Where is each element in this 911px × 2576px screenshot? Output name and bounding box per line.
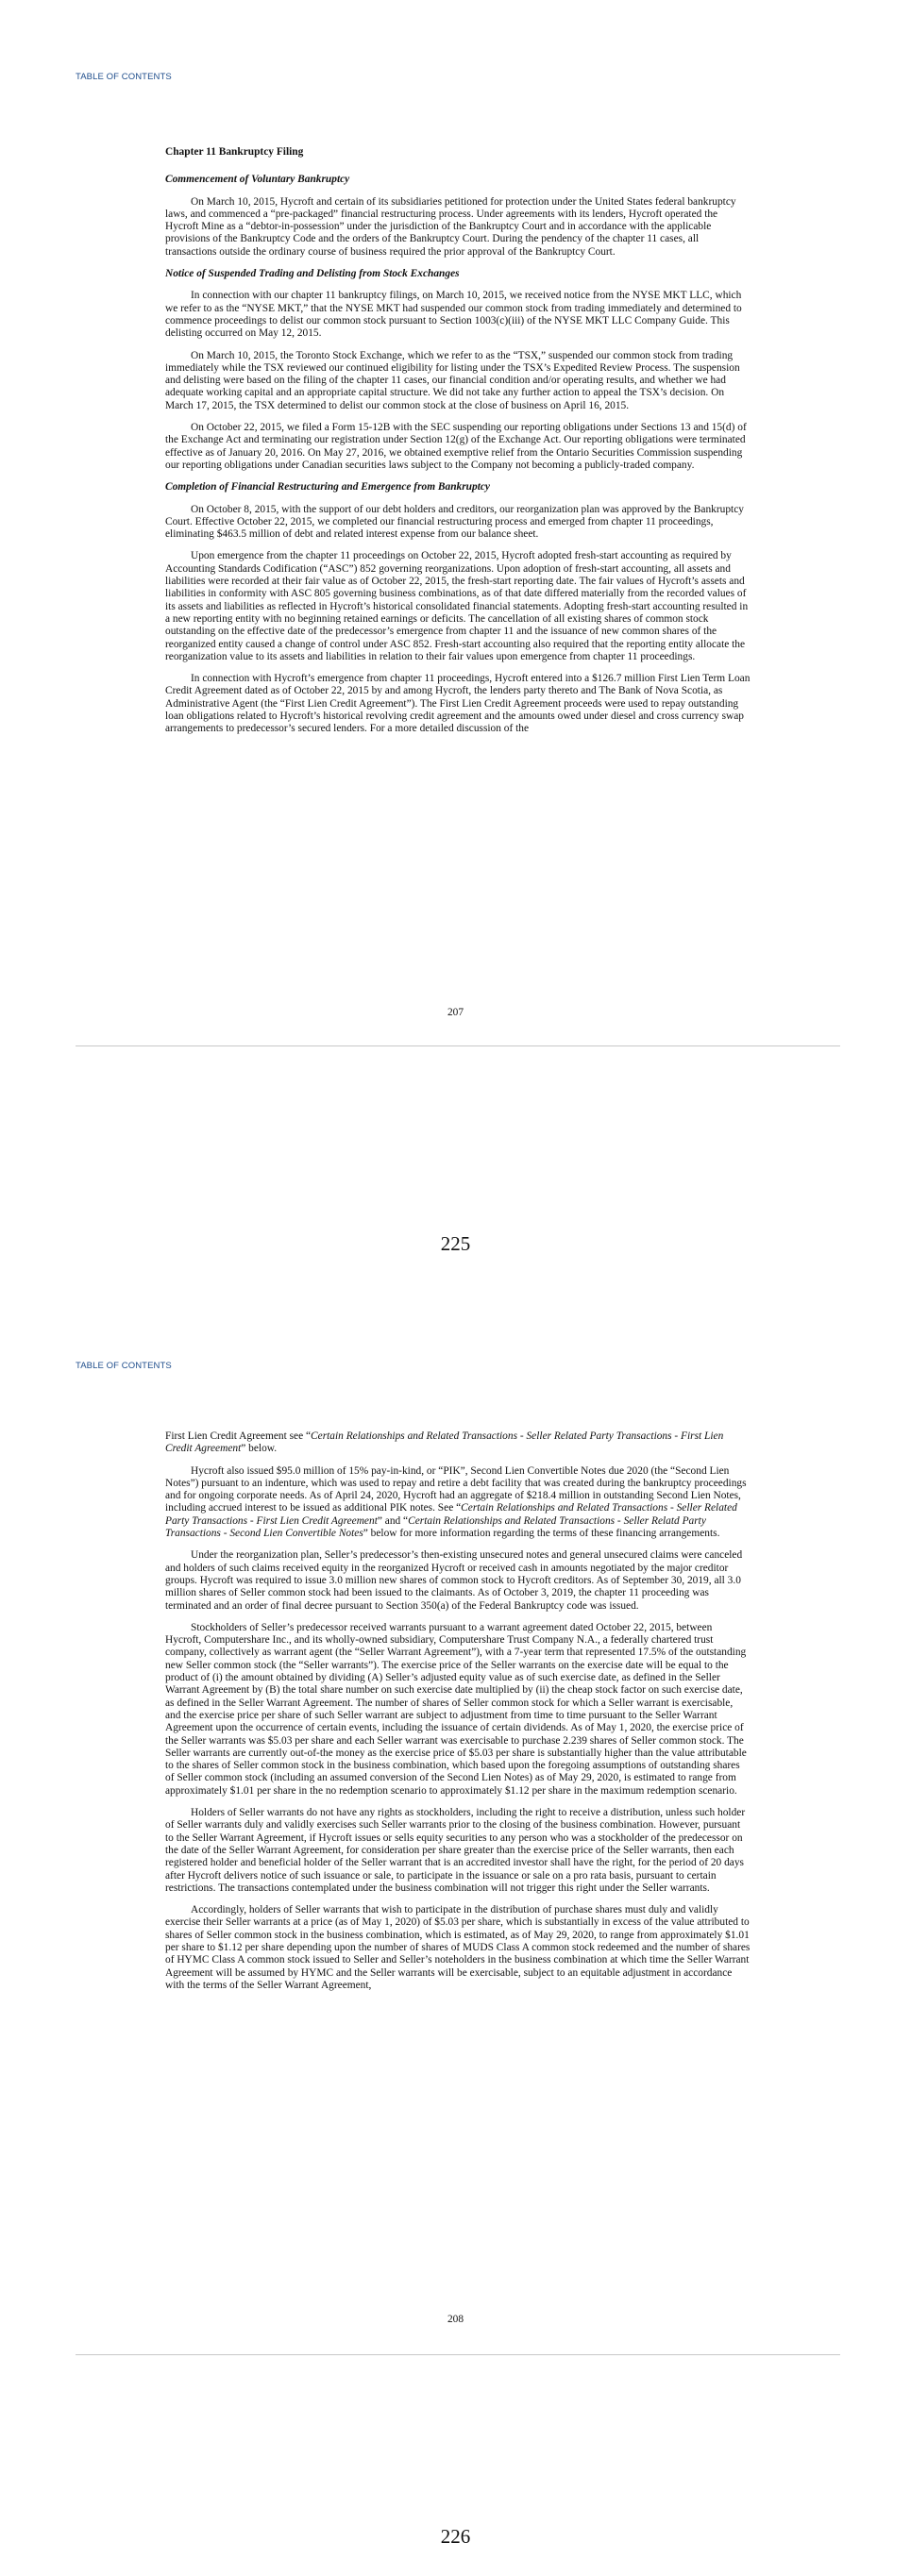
text: ” below for more information regarding the terms of these financing arrangements. <box>363 1528 720 1540</box>
paragraph: Accordingly, holders of Seller warrants that wish to participate in the distribution of purchase shares must duly and validly exercise their Seller warrants at a price (as of May 1, 2020) of $5.03 per share, which is substantially in excess of the value attributed to shares of Seller common stock in the business combination, which is estimated, as of May 29, 2020, to range from approximately $1.01 per share to $1.12 per share depending upon the number of shares of MUDS Class A common stock redeemed and the number of shares of HYMC Class A common stock issued to Seller and Seller’s noteholders in the business combination at which time the Seller Warrant Agreement will be assumed by HYMC and the Seller warrants will be exercisable, subject to an equitable adjustment in accordance with the terms of the Seller Warrant Agreement, <box>165 1904 751 1991</box>
section-heading-completion: Completion of Financial Restructuring and Emergence from Bankruptcy <box>165 481 490 493</box>
table-of-contents-link[interactable]: TABLE OF CONTENTS <box>76 1361 172 1371</box>
page-number: 208 <box>447 2314 464 2325</box>
page-number: 207 <box>447 1007 464 1018</box>
paragraph <box>165 1465 751 1541</box>
paragraph: On March 10, 2015, the Toronto Stock Exchange, which we refer to as the “TSX,” suspended our common stock from trading immediately while the TSX reviewed our continued eligibility for listing under the TSX’s Expedited Review Process. The suspension and delisting were based on the filing of the chapter 11 cases, our financial condition and/or operating results, and whether we had adequate working capital and an appropriate capital structure. We did not take any further action to appeal the TSX’s decision. On March 17, 2015, the TSX determined to delist our common stock at the close of business on April 16, 2015. <box>165 349 740 411</box>
cross-reference: Certain Relationships and Related Transactions - Seller Related Party Transactions - First Lien Credit Agreement <box>165 1502 737 1527</box>
paragraph: On October 8, 2015, with the support of our debt holders and creditors, our reorganization plan was approved by the Bankruptcy Court. Effective October 22, 2015, we completed our financial restructuring process and emerged from chapter 11 proceedings, eliminating $463.5 million of debt and related interest expense from our balance sheet. <box>165 503 744 541</box>
paragraph: Holders of Seller warrants do not have any rights as stockholders, including the right to receive a distribution, unless such holder of Seller warrants duly and validly exercises such Seller warrants prior to the closing of the business combination. However, pursuant to the Seller Warrant Agreement, if Hycroft issues or sells equity securities to any person who was a stockholder of the predecessor on the date of the Seller Warrant Agreement, for consideration per share greater than the exercise price of the Seller warrants, then each registered holder and beneficial holder of the Seller warrant that is an accredited investor shall have the right, for the period of 20 days after Hycroft delivers notice of such issuance or sale, to participate in the issuance or sale on a pro rata basis, pursuant to certain restrictions. The transactions contemplated under the business combination will not trigger this right under the Seller warrants. <box>165 1807 746 1894</box>
text: ” below. <box>241 1443 278 1455</box>
paragraph <box>165 1430 751 1456</box>
paragraph: On March 10, 2015, Hycroft and certain of its subsidiaries petitioned for protection under the United States federal bankruptcy laws, and commenced a “pre-packaged” financial restructuring process. Under agreements with its lenders, Hycroft operated the Hycroft Mine as a “debtor-in-possession” under the jurisdiction of the Bankruptcy Court and in accordance with the applicable provisions of the Bankruptcy Code and the orders of the Bankruptcy Court. During the pendency of the chapter 11 cases, all transactions outside the ordinary course of business required the prior approval of the Bankruptcy Court. <box>165 195 736 258</box>
page-divider <box>76 2354 840 2355</box>
paragraph: Under the reorganization plan, Seller’s predecessor’s then-existing unsecured notes and general unsecured claims were canceled and holders of such claims received equity in the reorganized Hycroft or received cash in amounts negotiated by the major creditor groups. Hycroft was required to issue 3.0 million new shares of common stock to Hycroft creditors. As of September 30, 2019, all 3.0 million shares of Seller common stock had been issued to the claimants. As of October 3, 2019, the chapter 11 proceeding was terminated and an order of final decree pursuant to Section 350(a) of the Federal Bankruptcy code was issued. <box>165 1549 743 1612</box>
section-heading-commencement: Commencement of Voluntary Bankruptcy <box>165 174 350 186</box>
page-207-body <box>165 146 751 745</box>
paragraph: In connection with Hycroft’s emergence from chapter 11 proceedings, Hycroft entered into a $126.7 million First Lien Term Loan Credit Agreement dated as of October 22, 2015 by and among Hycroft, the lenders party thereto and The Bank of Nova Scotia, as Administrative Agent (the “First Lien Credit Agreement”). The First Lien Credit Agreement proceeds were used to repay outstanding loan obligations related to Hycroft’s historical revolving credit agreement and the amounts owed under diesel and cross currency swap arrangements to predecessor’s secured lenders. For a more detailed discussion of the <box>165 673 751 735</box>
text: Hycroft also issued $95.0 million of 15% pay-in-kind, or “PIK”, Second Lien Convertible Notes due 2020 (the “Second Lien Notes”) pursuant to an indenture, which was used to repay and retire a debt facility that was created during the bankruptcy proceedings and for ongoing corporate needs. As of April 24, 2020, Hycroft had an aggregate of $218.4 million in outstanding Second Lien Notes, including accrued interest to be issued as additional PIK notes. See “ <box>165 1464 747 1514</box>
paragraph: Stockholders of Seller’s predecessor received warrants pursuant to a warrant agreement dated October 22, 2015, between Hycroft, Computershare Inc., and its wholly-owned subsidiary, Computershare Trust Company N.A., a federally chartered trust company, collectively as warrant agent (the “Seller Warrant Agreement”), with a 7-year term that represented 17.5% of the outstanding new Seller common stock (the “Seller warrants”). The exercise price of the Seller warrants on the exercise date will be equal to the product of (i) the amount obtained by dividing (A) Seller’s adjusted equity value as of such exercise date, as defined in the Seller Warrant Agreement by (B) the total share number on such exercise date multiplied by (ii) the cheap stock factor on such exercise date, as defined in the Seller Warrant Agreement. The number of shares of Seller common stock for which a Seller warrant is exercisable, and the exercise price per share of such Seller warrant are subject to adjustment from time to time pursuant to the Seller Warrant Agreement upon the occurrence of certain events, including the issuance of certain dividends. As of May 1, 2020, the exercise price of the Seller warrants was $5.03 per share and each Seller warrant was exercisable to purchase 2.239 shares of Seller common stock. The Seller warrants are currently out-of-the money as the exercise price of $5.03 per share is substantially higher than the value attributable to the shares of Seller common stock in the business combination, which based upon the foregoing assumptions of outstanding shares of Seller common stock (including an assumed conversion of the Second Lien Notes) as of May 29, 2020, is estimated to range from approximately $1.01 per share in the no redemption scenario to approximately $1.12 per share in the maximum redemption scenario. <box>165 1621 747 1797</box>
separator-page-number: 225 <box>440 1232 471 1255</box>
page-divider <box>76 1045 840 1046</box>
paragraph: Upon emergence from the chapter 11 proceedings on October 22, 2015, Hycroft adopted fresh-start accounting as required by Accounting Standards Codification (“ASC”) 852 governing reorganizations. Upon adoption of fresh-start accounting, all assets and liabilities were recorded at their fair value as of October 22, 2015, the fresh-start reporting date. The fair values of Hycroft’s assets and liabilities in conformity with ASC 805 governing business combinations, as of that date differed materially from the recorded values of its assets and liabilities as reflected in Hycroft’s historical consolidated financial statements. Adopting fresh-start accounting resulted in a new reporting entity with no beginning retained earnings or deficits. The cancellation of all existing shares of common stock outstanding on the effective date of the predecessor’s emergence from chapter 11 and the issuance of new common shares of the reorganized entity caused a change of control under ASC 852. Fresh-start accounting also required that the reporting entity allocate the reorganization value to its assets and liabilities in relation to their fair values upon emergence from chapter 11 proceedings. <box>165 550 749 662</box>
section-heading-notice: Notice of Suspended Trading and Delisting from Stock Exchanges <box>165 268 460 280</box>
text: ” and “ <box>377 1514 409 1527</box>
cross-reference: Certain Relationships and Related Transactions - Seller Relatd Party Transactions - Second Lien Convertible Notes <box>165 1514 706 1540</box>
chapter-title: Chapter 11 Bankruptcy Filing <box>165 146 304 158</box>
table-of-contents-link[interactable]: TABLE OF CONTENTS <box>76 72 172 82</box>
text: First Lien Credit Agreement see “ <box>165 1430 312 1442</box>
cross-reference: Certain Relationships and Related Transactions - Seller Related Party Transactions - First Lien Credit Agreement <box>165 1430 724 1455</box>
page-208-body <box>165 1430 751 2001</box>
separator-page-number: 226 <box>440 2525 471 2548</box>
paragraph: In connection with our chapter 11 bankruptcy filings, on March 10, 2015, we received notice from the NYSE MKT LLC, which we refer to as the “NYSE MKT,” that the NYSE MKT had suspended our common stock from trading immediately and determined to commence proceedings to delist our common stock pursuant to Section 1003(c)(iii) of the NYSE MKT LLC Company Guide. This delisting occurred on May 12, 2015. <box>165 290 742 340</box>
paragraph: On October 22, 2015, we filed a Form 15-12B with the SEC suspending our reporting obligations under Sections 13 and 15(d) of the Exchange Act and terminating our registration under Section 12(g) of the Exchange Act. Our reporting obligations were terminated effective as of January 20, 2016. On May 27, 2016, we obtained exemptive relief from the Ontario Securities Commission suspending our reporting obligations under Canadian securities laws subject to the Company not becoming a publicly-traded company. <box>165 422 747 471</box>
